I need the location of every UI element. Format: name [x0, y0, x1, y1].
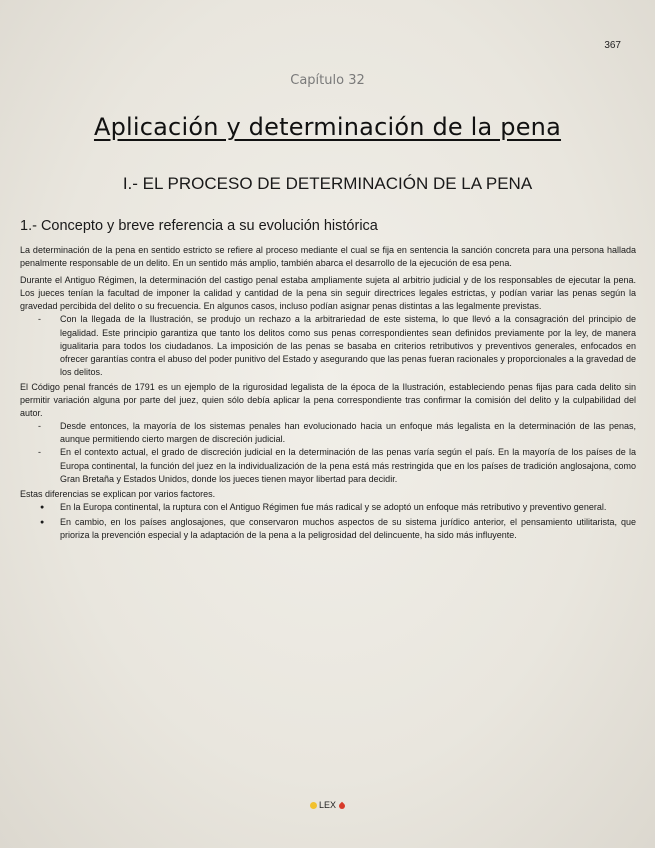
sun-icon — [310, 802, 317, 809]
paragraph: El Código penal francés de 1791 es un ejemplo de la rigurosidad legalista de la época de la Ilustración, estableciendo penas fijas para cada delito sin permitir variación alguna por parte del juez, quien sólo debía aplicar la pena correspondiente tras confirmar la comisión del delito y la culpabilidad del autor. — [20, 381, 636, 419]
drop-icon — [338, 801, 346, 809]
page-title: Aplicación y determinación de la pena — [93, 113, 562, 141]
list-item: - Desde entonces, la mayoría de los sistemas penales han evolucionado hacia un enfoque más legalista en la determinación de las penas, aunque permitiendo cierto margen de discreción judicial. — [20, 420, 636, 446]
list-item: - Con la llegada de la Ilustración, se produjo un rechazo a la arbitrariedad de este sistema, lo que llevó a la consagración del principio de legalidad. Este principio garantiza que tanto los delitos como sus penas correspondientes sean definidos previamente por la ley, de manera igualitaria para todos los ciudadanos. La imposición de las penas se basaba en criterios retributivos y preventivos generales, enfocados en ofrecer garantías contra el abuso del poder punitivo del Estado y asegurando que las penas fueran racionales y proporcionales a la gravedad de los delitos. — [20, 313, 636, 378]
section-heading: I.- EL PROCESO DE DETERMINACIÓN DE LA PENA — [122, 174, 533, 193]
bullet-list — [20, 501, 636, 542]
list-item: - En el contexto actual, el grado de discreción judicial en la determinación de las penas varía según el país. En la mayoría de los países de la Europa continental, la función del juez en la individualización de la pena está más restringida que en los países de tradición anglosajona, como Gran Bretaña y Estados Unidos, donde los jueces tienen mayor libertad para decidir. — [20, 446, 636, 485]
dash-list — [20, 420, 636, 485]
paragraph: La determinación de la pena en sentido estricto se refiere al proceso mediante el cual se fija en sentencia la sanción concreta para una persona hallada penalmente responsable de un delito. En un sentido más amplio, también abarca el desarrollo de la ejecución de esa pena. — [20, 245, 636, 269]
body-content — [20, 244, 636, 544]
footer-label: LEX — [318, 800, 336, 810]
footer-logo — [0, 800, 655, 810]
list-item: ● En la Europa continental, la ruptura con el Antiguo Régimen fue más radical y se adoptó un enfoque más retributivo y preventivo general. — [20, 501, 636, 514]
subsection-heading: 1.- Concepto y breve referencia a su evolución histórica — [20, 218, 378, 234]
page-number: 367 — [604, 40, 621, 51]
dash-list — [20, 313, 636, 378]
list-item: ● En cambio, en los países anglosajones, que conservaron muchos aspectos de su sistema jurídico anterior, el pensamiento utilitarista, que prioriza la prevención especial y la adaptación de la pena a la peligrosidad del delincuente, ha sido más influyente. — [20, 516, 636, 542]
paragraph: Durante el Antiguo Régimen, la determinación del castigo penal estaba ampliamente sujeta al arbitrio judicial y de los responsables de ejecutar la pena. Los jueces tenían la facultad de imponer la calidad y cantidad de la pena sin seguir directrices legales estrictas, y podían variar las penas según la gravedad percibida del delito o su frecuencia. En algunos casos, incluso podían asignar penas distintas a las legalmente previstas. — [20, 275, 636, 312]
paragraph: Estas diferencias se explican por varios factores. — [20, 488, 216, 499]
chapter-label: Capítulo 32 — [290, 73, 365, 88]
